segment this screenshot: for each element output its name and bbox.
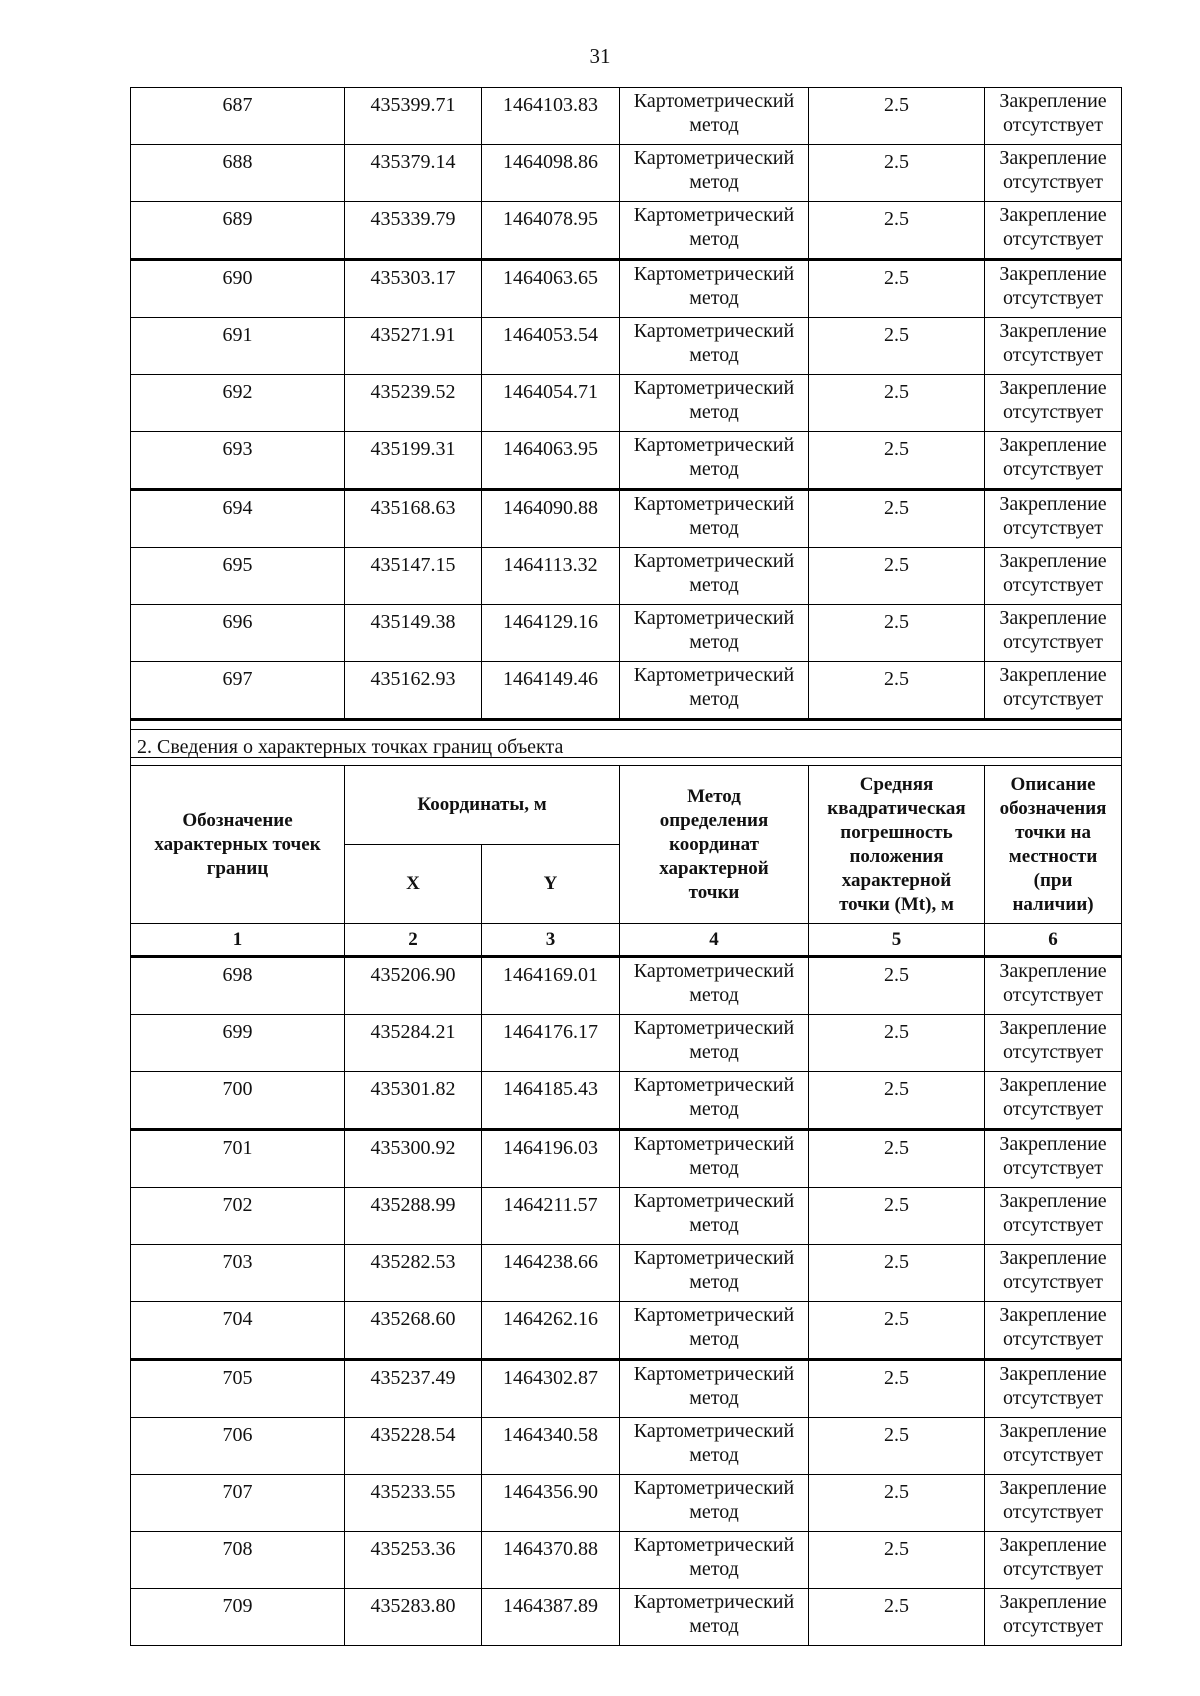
table-row (131, 432, 1122, 490)
description-cell-line: Закрепление (999, 1534, 1107, 1556)
x-coordinate-cell: 435339.79 (345, 202, 482, 260)
column-index: 1 (131, 924, 345, 957)
method-cell-line: метод (689, 1615, 739, 1637)
description-cell (985, 145, 1122, 202)
x-coordinate-cell: 435168.63 (345, 490, 482, 548)
method-cell-line: Картометрический (633, 90, 795, 112)
method-cell (620, 957, 809, 1015)
point-id-cell: 709 (131, 1589, 345, 1646)
method-cell (620, 375, 809, 432)
method-cell-line: Картометрический (633, 1247, 795, 1269)
method-cell-line: Картометрический (633, 204, 795, 226)
method-cell (620, 1360, 809, 1418)
description-cell (985, 1072, 1122, 1130)
table-row (131, 1302, 1122, 1360)
point-id-cell: 703 (131, 1245, 345, 1302)
description-cell-line: Закрепление (999, 377, 1107, 399)
column-index-row (131, 924, 1122, 957)
header-coordinates: Координаты, м (345, 766, 620, 845)
method-cell-line: Картометрический (633, 1133, 795, 1155)
point-id-cell: 701 (131, 1130, 345, 1188)
boundary-points-table-continued (130, 87, 1122, 758)
mt-cell: 2.5 (809, 432, 985, 490)
description-cell-line: отсутствует (1002, 287, 1104, 309)
y-coordinate-cell: 1464063.95 (482, 432, 620, 490)
method-cell-line: Картометрический (633, 1534, 795, 1556)
description-cell (985, 957, 1122, 1015)
mt-cell: 2.5 (809, 1302, 985, 1360)
description-cell (985, 88, 1122, 145)
description-cell-line: отсутствует (1002, 1098, 1104, 1120)
method-cell-line: Картометрический (633, 1017, 795, 1039)
column-index: 2 (345, 924, 482, 957)
x-coordinate-cell: 435147.15 (345, 548, 482, 605)
header-mean-square-error-line: характерной (841, 869, 952, 891)
description-cell-line: отсутствует (1002, 458, 1104, 480)
y-coordinate-cell: 1464185.43 (482, 1072, 620, 1130)
x-coordinate-cell: 435288.99 (345, 1188, 482, 1245)
table-row (131, 1130, 1122, 1188)
method-cell-line: Картометрический (633, 1304, 795, 1326)
description-cell-line: отсутствует (1002, 1444, 1104, 1466)
header-description-line: наличии) (1012, 893, 1094, 915)
description-cell-line: отсутствует (1002, 1214, 1104, 1236)
method-cell (620, 1589, 809, 1646)
description-cell-line: Закрепление (999, 1420, 1107, 1442)
method-cell-line: метод (689, 458, 739, 480)
header-method-line: характерной (659, 857, 769, 879)
mt-cell: 2.5 (809, 490, 985, 548)
mt-cell: 2.5 (809, 957, 985, 1015)
x-coordinate-cell: 435253.36 (345, 1532, 482, 1589)
point-id-cell: 689 (131, 202, 345, 260)
point-id-cell: 705 (131, 1360, 345, 1418)
description-cell-line: отсутствует (1002, 401, 1104, 423)
method-cell-line: метод (689, 631, 739, 653)
description-cell-line: отсутствует (1002, 517, 1104, 539)
method-cell-line: метод (689, 1157, 739, 1179)
description-cell (985, 1130, 1122, 1188)
table-row (131, 548, 1122, 605)
method-cell (620, 1072, 809, 1130)
description-cell-line: Закрепление (999, 1591, 1107, 1613)
y-coordinate-cell: 1464238.66 (482, 1245, 620, 1302)
method-cell (620, 605, 809, 662)
x-coordinate-cell: 435271.91 (345, 318, 482, 375)
description-cell-line: Закрепление (999, 434, 1107, 456)
header-description-line: обозначения (999, 797, 1107, 819)
header-method-line: определения (659, 809, 769, 831)
method-cell (620, 1302, 809, 1360)
description-cell (985, 1245, 1122, 1302)
point-id-cell: 691 (131, 318, 345, 375)
header-row (131, 766, 1122, 845)
column-index: 5 (809, 924, 985, 957)
method-cell (620, 662, 809, 720)
table-row (131, 260, 1122, 318)
table-row (131, 1360, 1122, 1418)
method-cell (620, 1130, 809, 1188)
table-row (131, 957, 1122, 1015)
mt-cell: 2.5 (809, 1532, 985, 1589)
method-cell-line: метод (689, 1271, 739, 1293)
table-row (131, 1418, 1122, 1475)
method-cell-line: метод (689, 1041, 739, 1063)
header-mean-square-error-line: Средняя (859, 773, 934, 795)
description-cell-line: Закрепление (999, 204, 1107, 226)
description-cell-line: Закрепление (999, 1247, 1107, 1269)
method-cell-line: метод (689, 1214, 739, 1236)
description-cell (985, 318, 1122, 375)
header-description-line: (при (1033, 869, 1073, 891)
table-row (131, 490, 1122, 548)
description-cell-line: отсутствует (1002, 228, 1104, 250)
method-cell-line: Картометрический (633, 147, 795, 169)
mt-cell: 2.5 (809, 1188, 985, 1245)
method-cell (620, 1188, 809, 1245)
description-cell-line: Закрепление (999, 607, 1107, 629)
description-cell-line: отсутствует (1002, 574, 1104, 596)
mt-cell: 2.5 (809, 662, 985, 720)
description-cell-line: отсутствует (1002, 114, 1104, 136)
x-coordinate-cell: 435268.60 (345, 1302, 482, 1360)
x-coordinate-cell: 435282.53 (345, 1245, 482, 1302)
point-id-cell: 696 (131, 605, 345, 662)
point-id-cell: 699 (131, 1015, 345, 1072)
method-cell-line: Картометрический (633, 960, 795, 982)
x-coordinate-cell: 435206.90 (345, 957, 482, 1015)
point-id-cell: 704 (131, 1302, 345, 1360)
boundary-points-table (130, 729, 1122, 1646)
mt-cell: 2.5 (809, 548, 985, 605)
table-row (131, 1589, 1122, 1646)
method-cell (620, 490, 809, 548)
header-description-line: точки на (1015, 821, 1091, 843)
table-row (131, 605, 1122, 662)
header-mean-square-error-line: точки (Mt), м (839, 893, 954, 915)
y-coordinate-cell: 1464149.46 (482, 662, 620, 720)
header-description-line: Описание (1010, 773, 1096, 795)
y-coordinate-cell: 1464098.86 (482, 145, 620, 202)
method-cell-line: метод (689, 287, 739, 309)
mt-cell: 2.5 (809, 375, 985, 432)
description-cell-line: Закрепление (999, 1363, 1107, 1385)
description-cell (985, 548, 1122, 605)
x-coordinate-cell: 435228.54 (345, 1418, 482, 1475)
description-cell-line: отсутствует (1002, 344, 1104, 366)
x-coordinate-cell: 435301.82 (345, 1072, 482, 1130)
method-cell (620, 432, 809, 490)
description-cell (985, 1015, 1122, 1072)
point-id-cell: 692 (131, 375, 345, 432)
mt-cell: 2.5 (809, 88, 985, 145)
description-cell (985, 1188, 1122, 1245)
method-cell-line: Картометрический (633, 1190, 795, 1212)
method-cell-line: Картометрический (633, 664, 795, 686)
method-cell (620, 1245, 809, 1302)
description-cell-line: Закрепление (999, 960, 1107, 982)
header-mean-square-error-line: квадратическая (827, 797, 966, 819)
description-cell-line: Закрепление (999, 1190, 1107, 1212)
y-coordinate-cell: 1464103.83 (482, 88, 620, 145)
method-cell-line: метод (689, 344, 739, 366)
description-cell (985, 1418, 1122, 1475)
description-cell (985, 375, 1122, 432)
header-method-line: точки (688, 881, 740, 903)
mt-cell: 2.5 (809, 318, 985, 375)
method-cell-line: Картометрический (633, 607, 795, 629)
mt-cell: 2.5 (809, 1245, 985, 1302)
method-cell (620, 88, 809, 145)
point-id-cell: 702 (131, 1188, 345, 1245)
description-cell (985, 1475, 1122, 1532)
point-id-cell: 694 (131, 490, 345, 548)
mt-cell: 2.5 (809, 260, 985, 318)
table-row (131, 1532, 1122, 1589)
header-description-line: местности (1008, 845, 1098, 867)
description-cell-line: Закрепление (999, 320, 1107, 342)
point-id-cell: 687 (131, 88, 345, 145)
description-cell (985, 1532, 1122, 1589)
point-id-cell: 697 (131, 662, 345, 720)
description-cell-line: Закрепление (999, 1074, 1107, 1096)
header-mean-square-error (809, 766, 985, 924)
point-id-cell: 693 (131, 432, 345, 490)
table-row (131, 1245, 1122, 1302)
method-cell-line: Картометрический (633, 1363, 795, 1385)
mt-cell: 2.5 (809, 1360, 985, 1418)
method-cell-line: метод (689, 401, 739, 423)
description-cell-line: Закрепление (999, 1304, 1107, 1326)
y-coordinate-cell: 1464169.01 (482, 957, 620, 1015)
description-cell-line: отсутствует (1002, 171, 1104, 193)
method-cell-line: метод (689, 517, 739, 539)
method-cell-line: Картометрический (633, 1074, 795, 1096)
x-coordinate-cell: 435233.55 (345, 1475, 482, 1532)
point-id-cell: 690 (131, 260, 345, 318)
header-x: X (345, 845, 482, 924)
method-cell-line: метод (689, 228, 739, 250)
method-cell-line: Картометрический (633, 550, 795, 572)
method-cell-line: метод (689, 688, 739, 710)
y-coordinate-cell: 1464078.95 (482, 202, 620, 260)
y-coordinate-cell: 1464302.87 (482, 1360, 620, 1418)
table-row (131, 1188, 1122, 1245)
page-number: 31 (589, 44, 611, 68)
mt-cell: 2.5 (809, 202, 985, 260)
mt-cell: 2.5 (809, 1589, 985, 1646)
description-cell-line: Закрепление (999, 1133, 1107, 1155)
table-row (131, 1475, 1122, 1532)
method-cell-line: Картометрический (633, 1591, 795, 1613)
description-cell-line: отсутствует (1002, 631, 1104, 653)
header-designation-line: Обозначение (182, 809, 293, 831)
table-row (131, 1072, 1122, 1130)
method-cell-line: метод (689, 1098, 739, 1120)
method-cell-line: Картометрический (633, 263, 795, 285)
description-cell-line: Закрепление (999, 493, 1107, 515)
description-cell-line: Закрепление (999, 550, 1107, 572)
description-cell-line: отсутствует (1002, 1387, 1104, 1409)
x-coordinate-cell: 435284.21 (345, 1015, 482, 1072)
description-cell-line: отсутствует (1002, 1328, 1104, 1350)
table-row (131, 662, 1122, 720)
method-cell-line: метод (689, 984, 739, 1006)
x-coordinate-cell: 435300.92 (345, 1130, 482, 1188)
description-cell-line: Закрепление (999, 1477, 1107, 1499)
point-id-cell: 707 (131, 1475, 345, 1532)
method-cell-line: Картометрический (633, 377, 795, 399)
x-coordinate-cell: 435162.93 (345, 662, 482, 720)
description-cell-line: отсутствует (1002, 1615, 1104, 1637)
point-id-cell: 688 (131, 145, 345, 202)
description-cell-line: Закрепление (999, 1017, 1107, 1039)
description-cell (985, 260, 1122, 318)
method-cell-line: Картометрический (633, 493, 795, 515)
method-cell-line: метод (689, 1501, 739, 1523)
table-caption: 2. Сведения о характерных точках границ объекта (131, 730, 1122, 766)
header-designation-line: характерных точек (154, 833, 321, 855)
column-index: 3 (482, 924, 620, 957)
description-cell-line: отсутствует (1002, 1157, 1104, 1179)
description-cell (985, 662, 1122, 720)
x-coordinate-cell: 435149.38 (345, 605, 482, 662)
y-coordinate-cell: 1464370.88 (482, 1532, 620, 1589)
mt-cell: 2.5 (809, 1072, 985, 1130)
method-cell-line: Картометрический (633, 434, 795, 456)
description-cell-line: отсутствует (1002, 1501, 1104, 1523)
description-cell (985, 1589, 1122, 1646)
description-cell-line: отсутствует (1002, 984, 1104, 1006)
mt-cell: 2.5 (809, 605, 985, 662)
y-coordinate-cell: 1464129.16 (482, 605, 620, 662)
x-coordinate-cell: 435199.31 (345, 432, 482, 490)
header-designation (131, 766, 345, 924)
x-coordinate-cell: 435283.80 (345, 1589, 482, 1646)
y-coordinate-cell: 1464054.71 (482, 375, 620, 432)
method-cell (620, 202, 809, 260)
method-cell (620, 1418, 809, 1475)
column-index: 6 (985, 924, 1122, 957)
y-coordinate-cell: 1464090.88 (482, 490, 620, 548)
mt-cell: 2.5 (809, 1475, 985, 1532)
table-row (131, 318, 1122, 375)
method-cell-line: метод (689, 114, 739, 136)
x-coordinate-cell: 435399.71 (345, 88, 482, 145)
method-cell-line: метод (689, 1387, 739, 1409)
method-cell (620, 1475, 809, 1532)
table-row (131, 375, 1122, 432)
table-row (131, 202, 1122, 260)
x-coordinate-cell: 435379.14 (345, 145, 482, 202)
table-row (131, 88, 1122, 145)
method-cell-line: метод (689, 1444, 739, 1466)
y-coordinate-cell: 1464113.32 (482, 548, 620, 605)
mt-cell: 2.5 (809, 145, 985, 202)
method-cell-line: метод (689, 574, 739, 596)
mt-cell: 2.5 (809, 1130, 985, 1188)
y-coordinate-cell: 1464356.90 (482, 1475, 620, 1532)
x-coordinate-cell: 435239.52 (345, 375, 482, 432)
point-id-cell: 695 (131, 548, 345, 605)
header-method-line: координат (669, 833, 759, 855)
method-cell-line: метод (689, 1328, 739, 1350)
method-cell (620, 1532, 809, 1589)
point-id-cell: 698 (131, 957, 345, 1015)
method-cell (620, 145, 809, 202)
description-cell (985, 1302, 1122, 1360)
y-coordinate-cell: 1464176.17 (482, 1015, 620, 1072)
y-coordinate-cell: 1464196.03 (482, 1130, 620, 1188)
header-designation-line: границ (206, 857, 269, 879)
table-row (131, 145, 1122, 202)
description-cell (985, 605, 1122, 662)
point-id-cell: 708 (131, 1532, 345, 1589)
description-cell-line: Закрепление (999, 664, 1107, 686)
method-cell (620, 548, 809, 605)
method-cell-line: Картометрический (633, 1420, 795, 1442)
y-coordinate-cell: 1464063.65 (482, 260, 620, 318)
description-cell-line: Закрепление (999, 90, 1107, 112)
mt-cell: 2.5 (809, 1418, 985, 1475)
mt-cell: 2.5 (809, 1015, 985, 1072)
method-cell (620, 318, 809, 375)
x-coordinate-cell: 435237.49 (345, 1360, 482, 1418)
table-row (131, 1015, 1122, 1072)
method-cell (620, 260, 809, 318)
method-cell-line: Картометрический (633, 1477, 795, 1499)
method-cell-line: Картометрический (633, 320, 795, 342)
y-coordinate-cell: 1464211.57 (482, 1188, 620, 1245)
y-coordinate-cell: 1464262.16 (482, 1302, 620, 1360)
description-cell-line: отсутствует (1002, 1558, 1104, 1580)
header-mean-square-error-line: положения (849, 845, 944, 867)
y-coordinate-cell: 1464053.54 (482, 318, 620, 375)
y-coordinate-cell: 1464387.89 (482, 1589, 620, 1646)
description-cell (985, 432, 1122, 490)
header-method (620, 766, 809, 924)
description-cell-line: отсутствует (1002, 1041, 1104, 1063)
description-cell-line: отсутствует (1002, 1271, 1104, 1293)
x-coordinate-cell: 435303.17 (345, 260, 482, 318)
description-cell-line: отсутствует (1002, 688, 1104, 710)
point-id-cell: 706 (131, 1418, 345, 1475)
header-method-line: Метод (687, 785, 741, 807)
y-coordinate-cell: 1464340.58 (482, 1418, 620, 1475)
header-description (985, 766, 1122, 924)
description-cell-line: Закрепление (999, 263, 1107, 285)
method-cell (620, 1015, 809, 1072)
method-cell-line: метод (689, 171, 739, 193)
description-cell (985, 490, 1122, 548)
description-cell-line: Закрепление (999, 147, 1107, 169)
point-id-cell: 700 (131, 1072, 345, 1130)
table-caption-row (131, 730, 1122, 766)
column-index: 4 (620, 924, 809, 957)
header-y: Y (482, 845, 620, 924)
method-cell-line: метод (689, 1558, 739, 1580)
header-mean-square-error-line: погрешность (840, 821, 953, 843)
description-cell (985, 202, 1122, 260)
description-cell (985, 1360, 1122, 1418)
